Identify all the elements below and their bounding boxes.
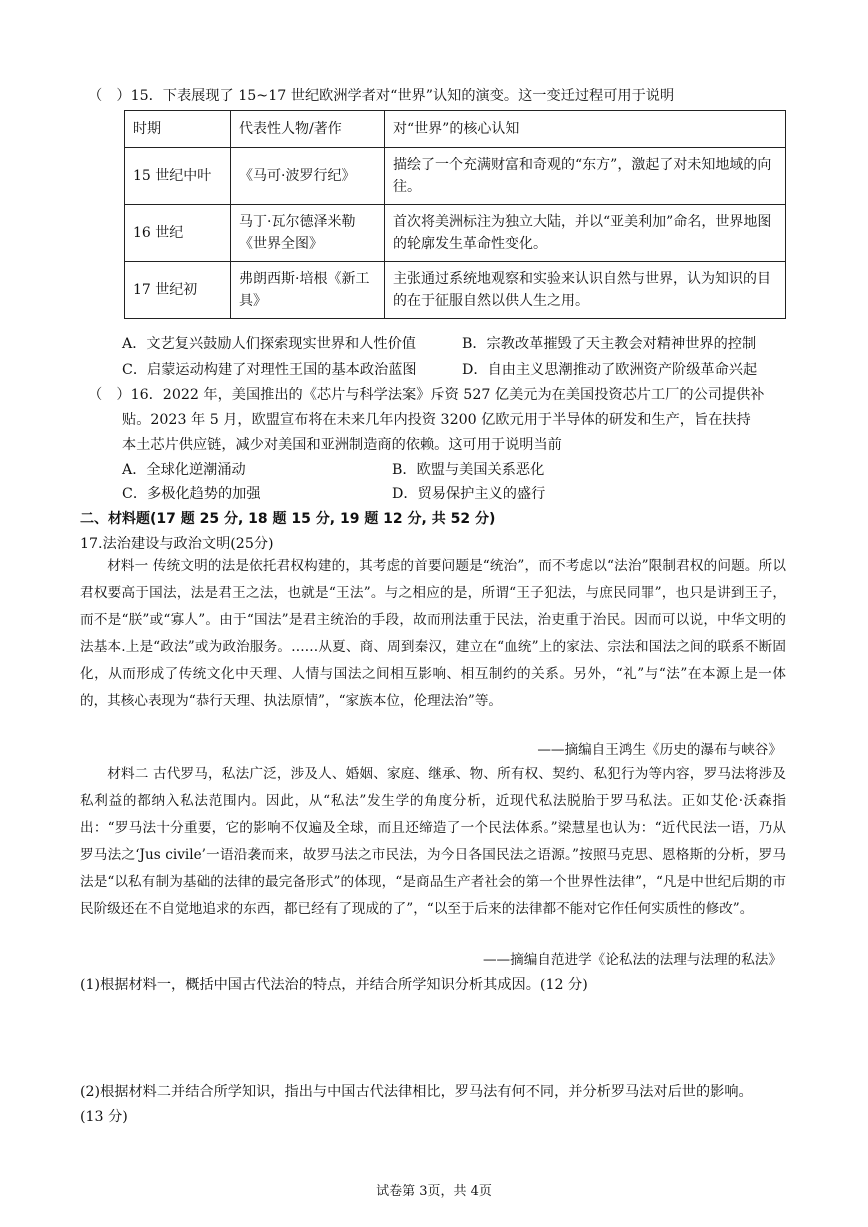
table-cell: 16 世纪	[125, 205, 231, 262]
table-cell: 15 世纪中叶	[125, 148, 231, 205]
question-16-option-c[interactable]: C．多极化趋势的加强	[122, 486, 261, 502]
question-15-stem: （ ）15．下表展现了 15~17 世纪欧洲学者对“世界”认知的演变。这一变迁过程可用于说明	[88, 88, 675, 104]
table-row	[125, 262, 786, 319]
table-row	[125, 148, 786, 205]
table-cell: 首次将美洲标注为独立大陆，并以“亚美利加”命名，世界地图的轮廓发生革命性变化。	[385, 205, 786, 262]
table-cell: 《马可·波罗行纪》	[231, 148, 385, 205]
material-two: 材料二 古代罗马，私法广泛，涉及人、婚姻、家庭、继承、物、所有权、契约、私犯行为等内容，罗马法将涉及私利益的都纳入私法范围内。因此，从“私法”发生学的角度分析，近现代私法脱胎于罗马私法。正如艾伦·沃森指出：“罗马法十分重要，它的影响不仅遍及全球，而且还缔造了一个民法体系。”梁慧星也认为：“近代民法一语，乃从罗马法之‘Jus civile’一语沿袭而来，故罗马法之市民法，为今日各国民法之语源。”按照马克思、恩格斯的分析，罗马法是“以私有制为基础的法律的最完备形式”的体现，“是商品生产者社会的第一个世界性法律”，“凡是中世纪后期的市民阶级还在不自觉地追求的东西，都已经有了现成的了”，“以至于后来的法律都不能对它作任何实质性的修改”。	[80, 766, 786, 917]
table-header-cell: 代表性人物/著作	[231, 111, 385, 148]
table-header-cell: 对“世界”的核心认知	[385, 111, 786, 148]
material-one: 材料一 传统文明的法是依托君权构建的，其考虑的首要问题是“统治”，而不考虑以“法治”限制君权的问题。所以君权要高于国法，法是君王之法，也就是“王法”。与之相应的是，所谓“王子犯法，与庶民同罪”，也只是讲到王子，而不是“朕”或“寡人”。由于“国法”是君主统治的手段，故而刑法重于民法，治吏重于治民。因而可以说，中华文明的法基本.上是“政法”或为政治服务。……从夏、商、周到秦汉，建立在“血统”上的家法、宗法和国法之间的联系不断固化，从而形成了传统文化中天理、人情与国法之间相互影响、相互制约的关系。另外，“礼”与“法”在本源上是一体的，其核心表现为“恭行天理、执法原情”，“家族本位，伦理法治”等。	[80, 558, 786, 709]
sub-question-2: (2)根据材料二并结合所学知识，指出与中国古代法律相比，罗马法有何不同，并分析罗马法对后世的影响。	[80, 1084, 753, 1100]
question-16-option-a[interactable]: A．全球化逆潮涌动	[122, 462, 246, 478]
sub-question-1: (1)根据材料一，概括中国古代法治的特点，并结合所学知识分析其成因。(12 分)	[80, 977, 588, 993]
question-16-stem-line: 本土芯片供应链，减少对美国和亚洲制造商的依赖。这可用于说明当前	[122, 437, 562, 453]
table-header-cell: 时期	[125, 111, 231, 148]
page-footer: 试卷第 3页，共 4页	[376, 1184, 492, 1199]
section-heading: 二、材料题(17 题 25 分, 18 题 15 分, 19 题 12 分, 共 52 分)	[80, 511, 496, 527]
question-17-title: 17.法治建设与政治文明(25分)	[80, 536, 274, 552]
question-15-option-a[interactable]: A．文艺复兴鼓励人们探索现实世界和人性价值	[122, 336, 416, 352]
table-cell: 马丁·瓦尔德泽米勒《世界全图》	[231, 205, 385, 262]
material-two-source: ——摘编自范进学《论私法的法理与法理的私法》	[482, 952, 782, 968]
question-16-stem-line: （ ）16．2022 年，美国推出的《芯片与科学法案》斥资 527 亿美元为在美国投资芯片工厂的公司提供补	[88, 387, 765, 403]
table-cell: 主张通过系统地观察和实验来认识自然与世界，认为知识的目的在于征服自然以供人生之用。	[385, 262, 786, 319]
table-cell: 17 世纪初	[125, 262, 231, 319]
question-16-option-d[interactable]: D．贸易保护主义的盛行	[392, 486, 546, 502]
question-15-option-c[interactable]: C．启蒙运动构建了对理性王国的基本政治蓝图	[122, 362, 417, 378]
material-one-source: ——摘编自王鸿生《历史的瀑布与峡谷》	[537, 742, 782, 758]
table-row	[125, 205, 786, 262]
question-15-option-b[interactable]: B．宗教改革摧毁了天主教会对精神世界的控制	[462, 336, 757, 352]
question-15-table	[124, 110, 786, 319]
table-cell: 描绘了一个充满财富和奇观的“东方”，激起了对未知地域的向往。	[385, 148, 786, 205]
table-header-row	[125, 111, 786, 148]
question-15-option-d[interactable]: D．自由主义思潮推动了欧洲资产阶级革命兴起	[462, 362, 758, 378]
sub-question-2-score: (13 分)	[80, 1109, 128, 1125]
question-16-stem-line: 贴。2023 年 5 月，欧盟宣布将在未来几年内投资 3200 亿欧元用于半导体的研发和生产，旨在扶持	[122, 412, 751, 428]
table-cell: 弗朗西斯·培根《新工具》	[231, 262, 385, 319]
question-16-option-b[interactable]: B．欧盟与美国关系恶化	[392, 462, 545, 478]
